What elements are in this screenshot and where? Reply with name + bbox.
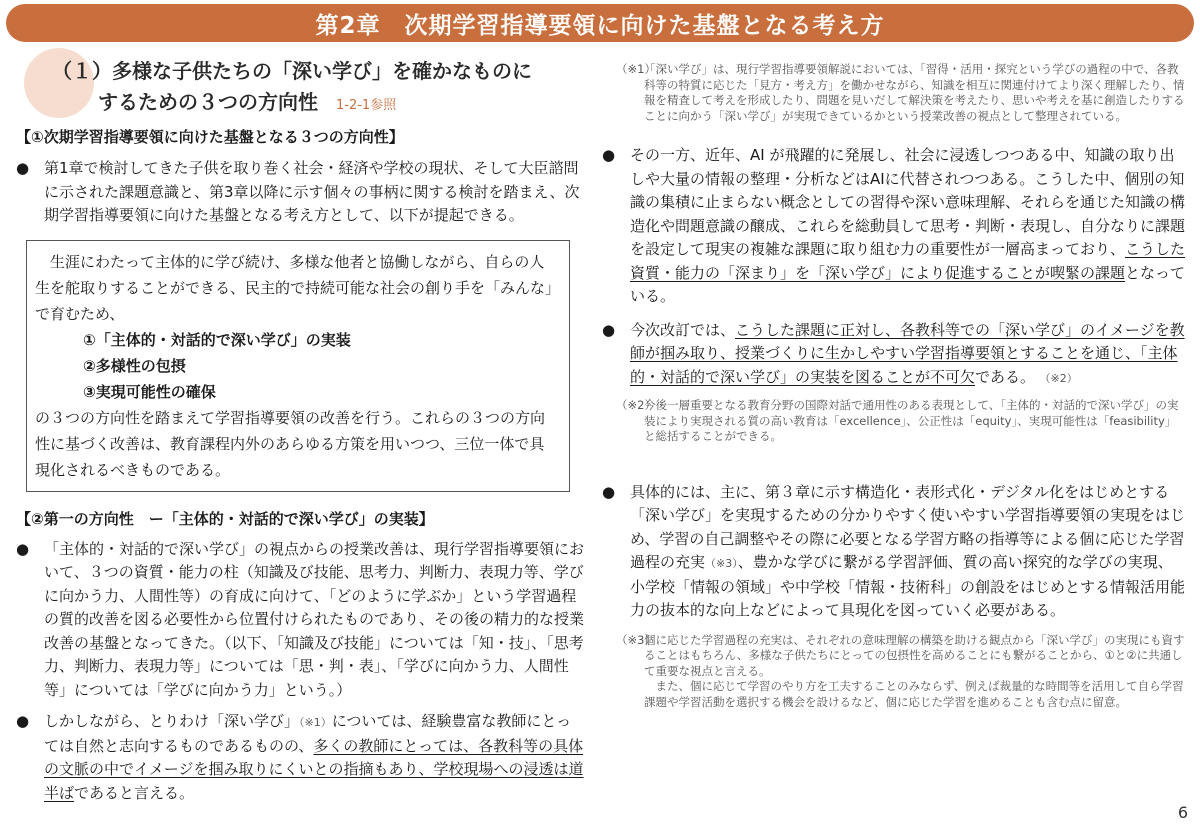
three-directions-box — [26, 240, 570, 492]
heading-direction-2: 【②第一の方向性 ー「主体的・対話的で深い学び」の実装】 — [16, 509, 434, 528]
bullet-icon: ● — [602, 482, 616, 501]
underlined-text: こうした課題に正対し、各教科等での「深い学び」のイメージを教師が掴み取り、授業づくりに生かしやすい学習指導要領とすることを通じ、「主体的・対話的で深い学び」の実装を図ることが不可欠 — [630, 320, 1185, 386]
chapter-header — [6, 4, 1194, 42]
box-intro: 生涯にわたって主体的に学び続け、多様な他者と協働しながら、自らの人生を舵取りすることができる、民主的で持続可能な社会の創り手を「みんな」で育むため、 — [35, 252, 553, 323]
box-outro: の３つの方向性を踏まえて学習指導要領の改善を行う。これらの３つの方向性に基づく改善は、教育課程内外のあらゆる方策を用いつつ、三位一体で具現化されるべきものである。 — [35, 408, 546, 479]
underlined-text: 多くの教師にとっては、各教科等の具体の文脈の中でイメージを掴み取りにくいとの指摘もあり、学校現場への浸透は道半ば — [44, 736, 584, 802]
box-point-2: ②多様性の包摂 — [83, 356, 186, 375]
underlined-text: こうした資質・能力の「深まり」を「深い学び」により促進することが喫緊の課題 — [630, 240, 1186, 282]
bullet-paragraph-5: ● 今次改訂では、こうした課題に正対し、各教科等での「深い学び」のイメージを教師が掴み取り、授業づくりに生かしやすい学習指導要領とすることを通じ、「主体的・対話的で深い学び」の実装を図ることが不可欠である。 （※2） — [602, 320, 1185, 386]
section-title — [52, 56, 592, 121]
bullet-icon: ● — [16, 712, 30, 730]
heading-direction-1: 【①次期学習指導要領に向けた基盤となる３つの方向性】 — [16, 128, 404, 146]
bullet-icon: ● — [602, 146, 616, 164]
bullet-icon: ● — [16, 159, 30, 177]
bullet-paragraph-6: ● 具体的には、主に、第３章に示す構造化・表形式化・デジタル化をはじめとする「深い学び」を実現するための分かりやすく使いやすい学習指導要領の実現をはじめ、学習の自己調整やその際に必要となる学習方略の指導等による個に応じた学習過程の充実（※3）、豊かな学びに繋がる学習評価、質の高い探究的な学びの実現、小学校「情報の領域」や中学校「情報・技術科」の創設をはじめとする情報活用能力の抜本的な向上などによって具現化を図っていく必要がある。 — [602, 482, 1186, 619]
footnote-3: （※3） 個に応じた学習過程の充実は、それぞれの意味理解の構築を助ける観点から「深い学び」の実現にも資することはもちろん、多様な子供たちにとっての包摂性を高めることにも繋がることから、①と②に共通して重要な視点と言える。 また、個に応じて学習のやり方を工夫することのみならず、例えば裁量的な時間等を活用して自ら学習課題や学習活動を選択する機会を設けるなど、個に応じた学習を進めることも含む点に留意。 — [616, 632, 1185, 709]
bullet-paragraph-2: ● 「主体的・対話的で深い学び」の視点からの授業改善は、現行学習指導要領において、３つの資質・能力の柱（知識及び技能、思考力、判断力、表現力等、学びに向かう力、人間性等）の育成に向けて、「どのように学ぶか」という学習過程の質的改善を図る必要性から位置付けられたものであり、その後の精力的な授業改善の基盤となってきた。（以下、「知識及び技能」については「知・技」、「思考力、判断力、表現力等」については「思・判・表」、「学びに向かう力、人間性等」については「学びに向かう力」という。） — [16, 539, 585, 699]
bullet-paragraph-1: ● 第1章で検討してきた子供を取り巻く社会・経済や学校の現状、そして大臣諮問に示された課題意識と、第3章以降に示す個々の事柄に関する検討を踏まえ、次期学習指導要領に向けた基盤となる考え方として、以下が提起できる。 — [16, 159, 580, 224]
footnote-3-continued: また、個に応じて学習のやり方を工夫することのみならず、例えば裁量的な時間等を活用して自ら学習課題や学習活動を選択する機会を設けるなど、個に応じた学習を進めることも含む点に留意。 — [644, 679, 1184, 709]
footnote-ref-3: （※3） — [705, 557, 738, 570]
footnote-ref-2: （※2） — [1045, 371, 1078, 385]
right-column — [602, 62, 1186, 710]
section-title-line1: （１）多様な子供たちの「深い学び」を確かなものに — [52, 59, 532, 83]
chapter-title: 第2章 次期学習指導要領に向けた基盤となる考え方 — [315, 12, 885, 39]
footnote-ref-1: （※1） — [299, 716, 332, 729]
left-column — [16, 126, 584, 805]
bullet-icon: ● — [16, 539, 30, 558]
box-point-1: ①「主体的・対話的で深い学び」の実装 — [83, 330, 351, 349]
bullet-paragraph-3: ● しかしながら、とりわけ「深い学び」（※1）については、経験豊富な教師にとっては自然と志向するものであるものの、多くの教師にとっては、各教科等の具体の文脈の中でイメージを掴み取りにくいとの指摘もあり、学校現場への浸透は道半ばであると言える。 — [16, 712, 584, 802]
footnote-1: （※1） 「深い学び」は、現行学習指導要領解説においては、「習得・活用・探究という学びの過程の中で、各教科等の特質に応じた「見方・考え方」を働かせながら、知識を相互に関連付けてより深く理解したり、情報を精査して考えを形成したり、問題を見いだして解決策を考えたり、思いや考えを基に創造したりすることに向かう「深い学び」が実現できているかという授業改善の視点として整理されている。 — [616, 62, 1185, 123]
section-ref: 1-2-1参照 — [336, 98, 397, 113]
section-title-line2: するための３つの方向性 — [98, 90, 318, 114]
bullet-paragraph-4: ● その一方、近年、AI が飛躍的に発展し、社会に浸透しつつある中、知識の取り出しや大量の情報の整理・分析などはAIに代替されつつある。こうした中、個別の知識の集積に止まらない概念としての習得や深い意味理解、それらを通じた知識の構造化や問題意識の醸成、これらを総動員して思考・判断・表現し、自分なりに課題を設定して現実の複雑な課題に取り組む力の重要性が一層高まっており、こうした資質・能力の「深まり」を「深い学び」により促進することが喫緊の課題となっている。 — [602, 146, 1186, 305]
page-number: 6 — [1177, 803, 1188, 822]
bullet-icon: ● — [602, 320, 616, 339]
box-point-3: ③実現可能性の確保 — [83, 382, 216, 401]
footnote-2: （※2） 今後一層重要となる教育分野の国際対話で通用性のある表現として、「主体的・対話的で深い学び」の実装により実現される質の高い教育は「excellence」、公正性は「equity」、実現可能性は「feasibility」と総括することができる。 — [616, 398, 1179, 443]
